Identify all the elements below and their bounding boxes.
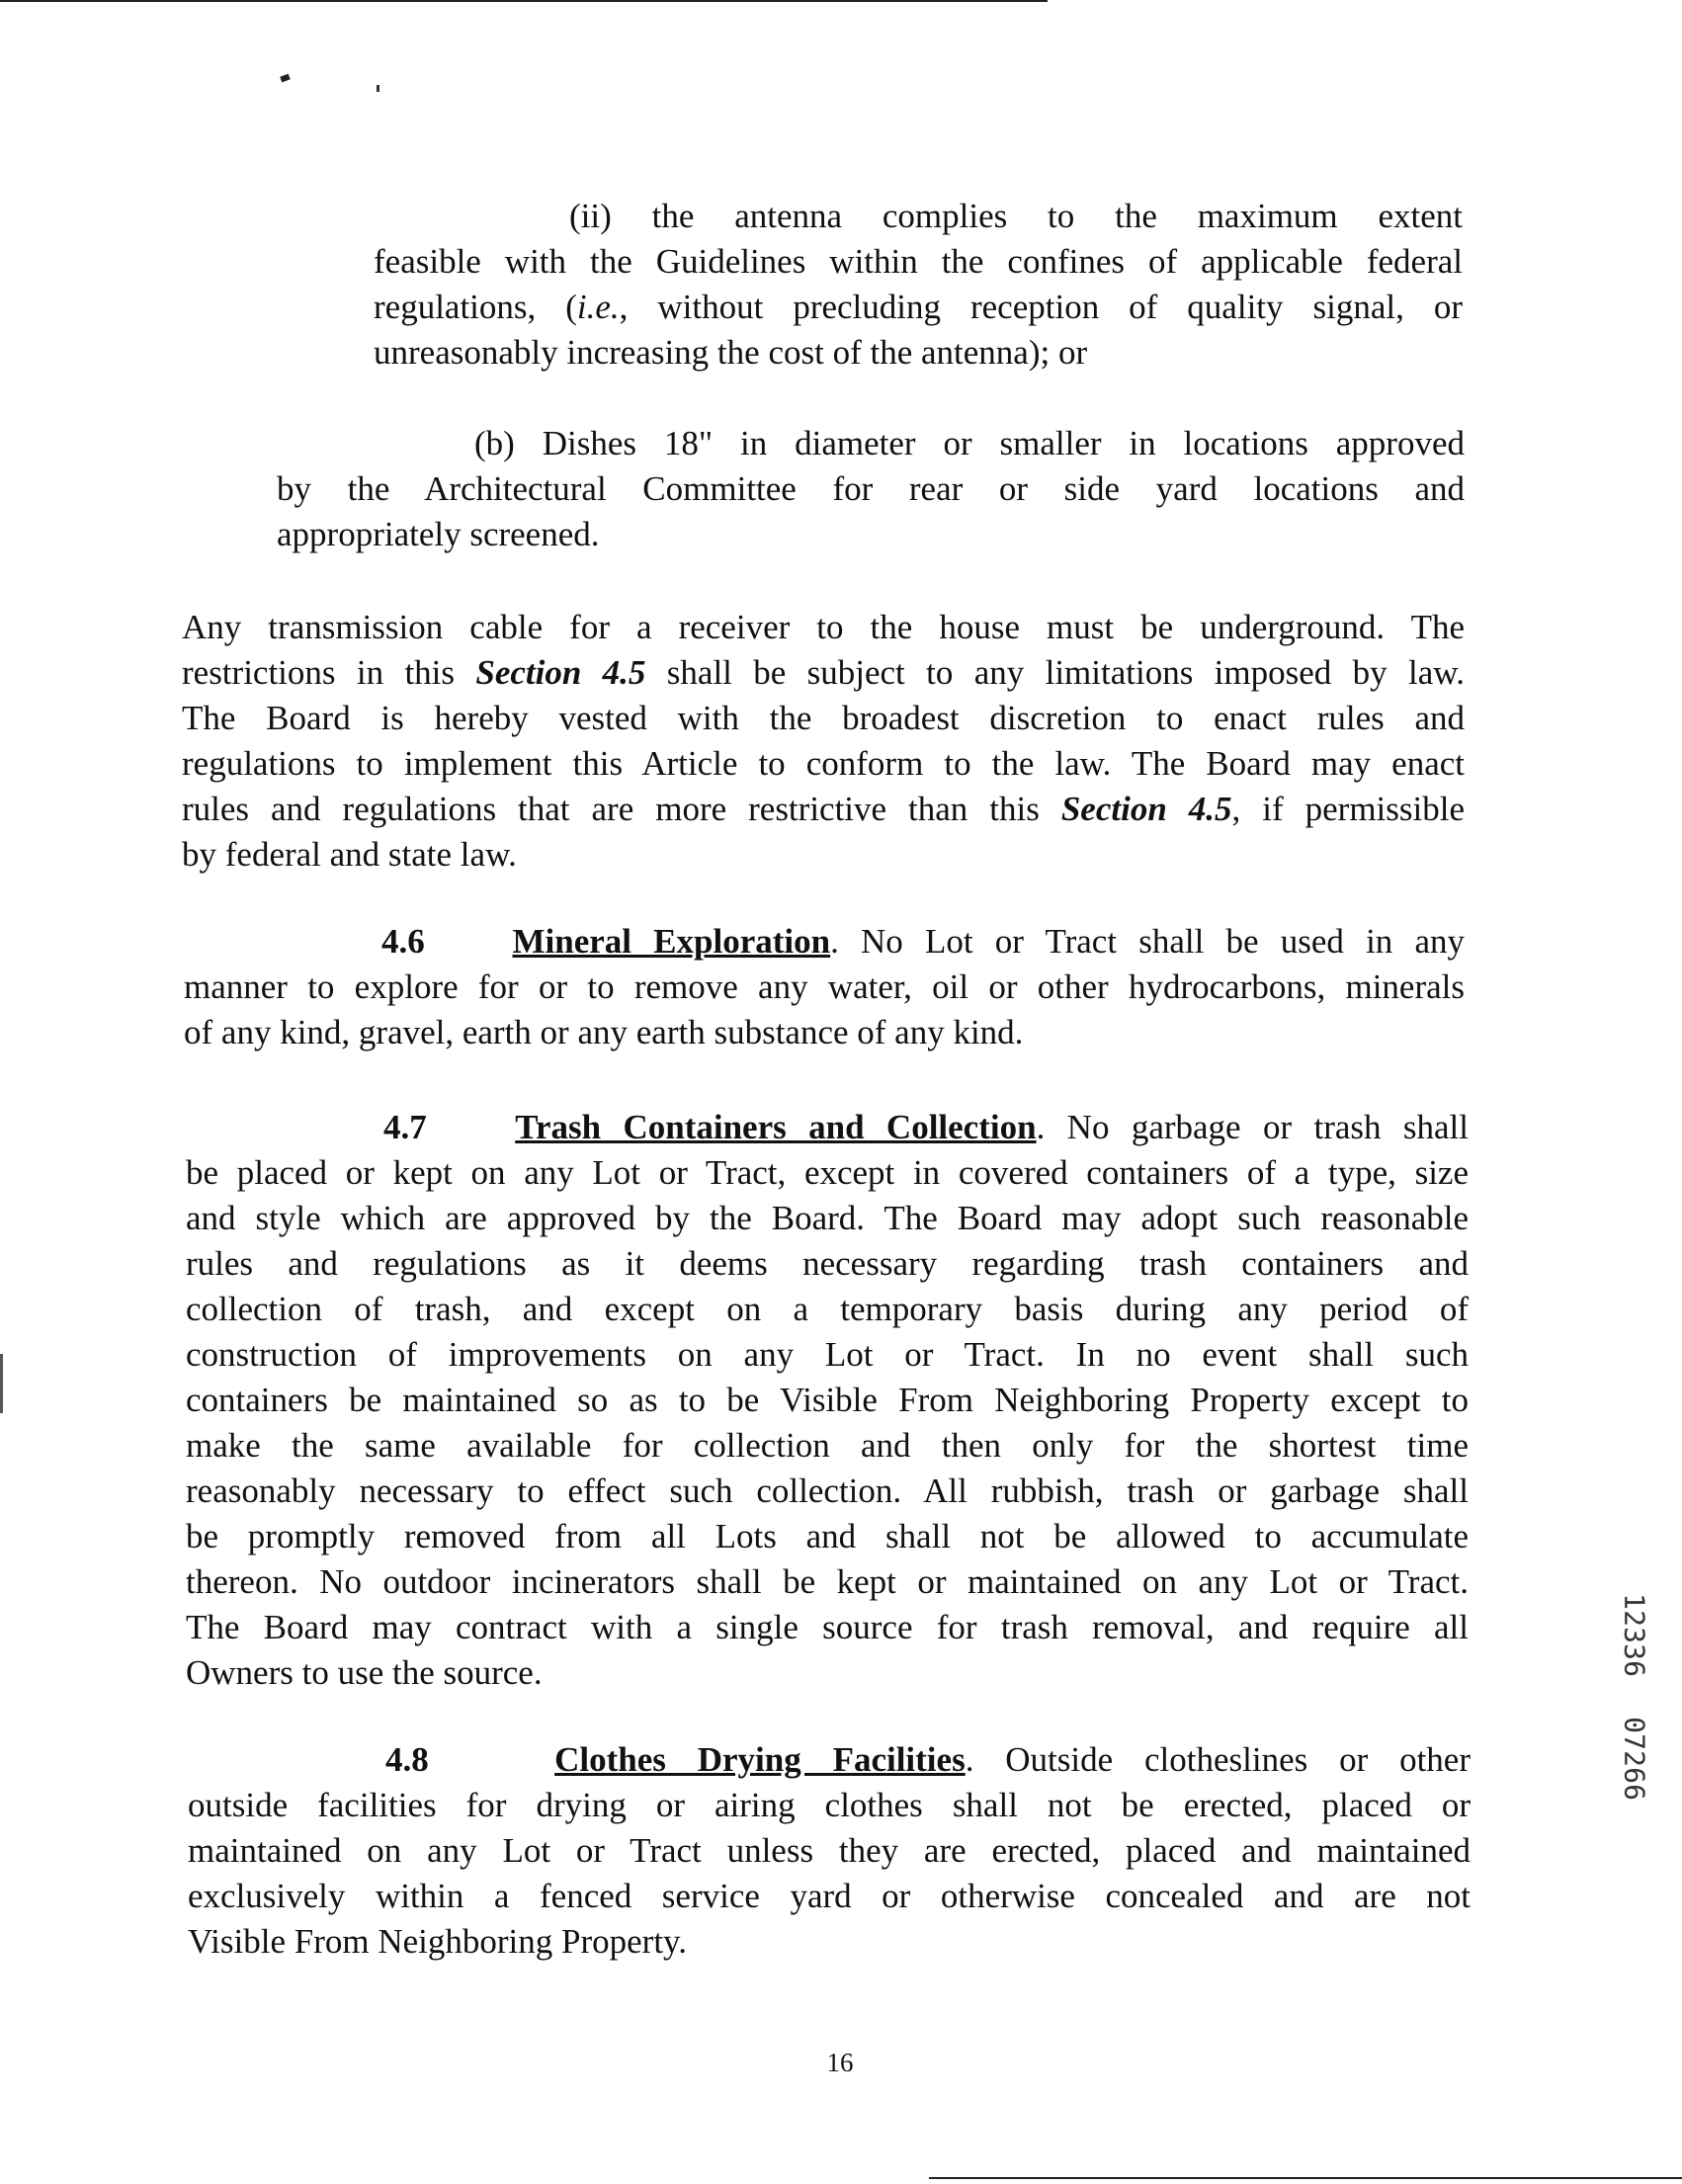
text-line: regulations, (i.e., without precluding reception of quality signal, or <box>374 288 1463 326</box>
text-fragment: rules and regulations that are more restrictive than this <box>182 790 1061 828</box>
text-line: be promptly removed from all Lots and shall not be allowed to accumulate <box>186 1517 1469 1555</box>
section-heading-line <box>186 1105 1469 1150</box>
text-fragment: shall be subject to any limitations imposed by law. <box>645 653 1466 692</box>
text-line: make the same available for collection and then only for the shortest time <box>186 1426 1469 1465</box>
stamp-character: 2 <box>1618 1610 1651 1627</box>
text-line: The Board is hereby vested with the broadest discretion to enact rules and <box>182 699 1465 737</box>
text-line <box>182 787 1465 832</box>
section-4-6 <box>184 919 1465 1055</box>
text-line: regulations to implement this Article to conform to the law. The Board may enact <box>182 744 1465 783</box>
text-line: Visible From Neighboring Property. <box>188 1922 688 1961</box>
stamp-character: 3 <box>1618 1627 1651 1643</box>
text-line: be placed or kept on any Lot or Tract, except in covered containers of a type, size <box>186 1153 1469 1192</box>
text-fragment: . No Lot or Tract shall be used in any <box>830 922 1466 961</box>
text-line: appropriately screened. <box>277 515 600 553</box>
text-line: and style which are approved by the Board. The Board may adopt such reasonable <box>186 1199 1469 1237</box>
stamp-character: 0 <box>1618 1717 1651 1733</box>
text-line: by federal and state law. <box>182 835 517 874</box>
text-line: The Board may contract with a single source for trash removal, and require all <box>186 1608 1469 1646</box>
side-recording-stamp <box>1615 1593 1654 1801</box>
text-line: exclusively within a fenced service yard or otherwise concealed and are not <box>188 1877 1471 1915</box>
section-number: 4.7 <box>383 1108 427 1146</box>
section-heading: Trash Containers and Collection <box>515 1108 1037 1146</box>
page-number: 16 <box>826 2048 854 2077</box>
section-4-7 <box>186 1105 1469 1696</box>
text-line: Any transmission cable for a receiver to the house must be underground. The <box>182 608 1465 646</box>
text-line: (ii) the antenna complies to the maximum extent <box>569 197 1463 235</box>
text-fragment: . No garbage or trash shall <box>1036 1108 1469 1146</box>
scan-bottom-rule <box>929 2177 1682 2179</box>
text-line: (b) Dishes 18" in diameter or smaller in locations approved <box>474 424 1465 462</box>
text-line: outside facilities for drying or airing clothes shall not be erected, placed or <box>188 1786 1471 1824</box>
text-line: maintained on any Lot or Tract unless they are erected, placed and maintained <box>188 1831 1471 1870</box>
stamp-character: 6 <box>1618 1660 1651 1677</box>
stamp-character: 3 <box>1618 1643 1651 1660</box>
text-line: by the Architectural Committee for rear or side yard locations and <box>277 469 1465 508</box>
text-line: containers be maintained so as to be Visible From Neighboring Property except to <box>186 1381 1469 1419</box>
text-line: of any kind, gravel, earth or any earth substance of any kind. <box>184 1013 1024 1051</box>
stamp-character: 6 <box>1618 1784 1651 1801</box>
text-fragment: . Outside clotheslines or other <box>965 1740 1471 1779</box>
section-heading-line <box>184 919 1465 965</box>
text-fragment: restrictions in this <box>182 653 476 692</box>
section-reference: Section 4.5 <box>475 653 646 692</box>
scan-speck <box>280 74 291 83</box>
text-line: collection of trash, and except on a temporary basis during any period of <box>186 1290 1469 1328</box>
text-line: feasible with the Guidelines within the confines of applicable federal <box>374 242 1463 281</box>
stamp-character: 7 <box>1618 1733 1651 1750</box>
scan-left-edge-mark <box>0 1354 3 1413</box>
text-line: thereon. No outdoor incinerators shall be kept or maintained on any Lot or Tract. <box>186 1562 1469 1601</box>
stamp-character: 1 <box>1618 1593 1651 1610</box>
section-heading: Mineral Exploration <box>512 922 831 961</box>
section-heading-line <box>188 1737 1471 1783</box>
scan-speck <box>377 85 379 92</box>
text-line: Owners to use the source. <box>186 1653 543 1692</box>
text-fragment: , if permissible <box>1231 790 1465 828</box>
text-line: manner to explore for or to remove any water, oil or other hydrocarbons, minerals <box>184 967 1465 1006</box>
item-ii-paragraph <box>374 194 1463 376</box>
stamp-character: 6 <box>1618 1767 1651 1784</box>
text-line: construction of improvements on any Lot or Tract. In no event shall such <box>186 1335 1469 1374</box>
scan-top-rule <box>0 0 1048 2</box>
section-reference: Section 4.5 <box>1060 790 1232 828</box>
section-number: 4.6 <box>381 922 425 961</box>
text-line: unreasonably increasing the cost of the antenna); or <box>374 333 1088 372</box>
section-heading: Clothes Drying Facilities <box>554 1740 966 1779</box>
transmission-paragraph <box>182 605 1465 878</box>
text-line: rules and regulations as it deems necessary regarding trash containers and <box>186 1244 1469 1283</box>
section-4-8 <box>188 1737 1471 1965</box>
section-number: 4.8 <box>385 1740 429 1779</box>
ie-italic: i.e. <box>576 288 620 326</box>
text-line <box>182 650 1465 696</box>
item-b-paragraph <box>277 421 1465 557</box>
stamp-character: 2 <box>1618 1750 1651 1767</box>
text-line: reasonably necessary to effect such collection. All rubbish, trash or garbage shall <box>186 1471 1469 1510</box>
